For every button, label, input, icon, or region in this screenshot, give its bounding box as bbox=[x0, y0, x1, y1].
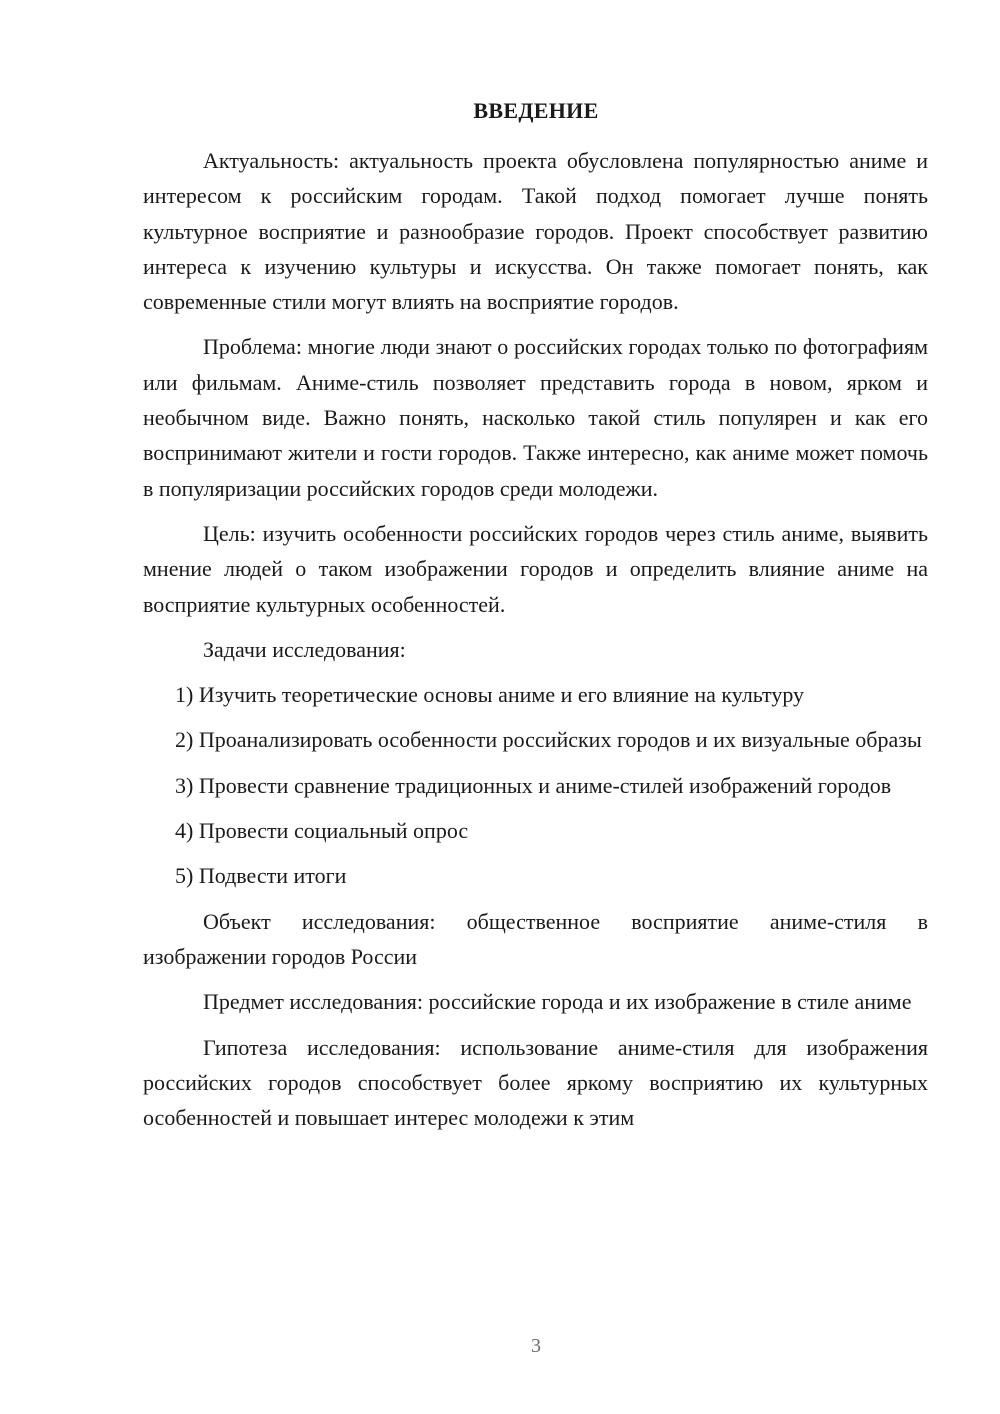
page-title: ВВЕДЕНИЕ bbox=[473, 98, 599, 123]
paragraph-object: Объект исследования: общественное восприятие аниме-стиля в изображении городов России bbox=[143, 908, 928, 969]
paragraph-goal: Цель: изучить особенности российских городов через стиль аниме, выявить мнение людей о таком изображении городов и определить влияние аниме на восприятие культурных особенностей. bbox=[143, 520, 928, 617]
task-item-5: 5) Подвести итоги bbox=[175, 863, 347, 889]
paragraph-hypothesis: Гипотеза исследования: использование аниме-стиля для изображения российских городов способствует более яркому восприятию их культурных особенностей и повышает интерес молодежи к этим bbox=[143, 1034, 928, 1131]
paragraph-subject: Предмет исследования: российские города и их изображение в стиле аниме bbox=[203, 989, 912, 1015]
paragraph-problem: Проблема: многие люди знают о российских городах только по фотографиям или фильмам. Аниме-стиль позволяет представить города в новом, ярком и необычном виде. Важно понять, насколько такой стиль популярен и как его воспринимают жители и гости городов. Также интересно, как аниме может помочь в популяризации российских городов среди молодежи. bbox=[143, 334, 928, 501]
paragraph-tasks-heading: Задачи исследования: bbox=[203, 636, 406, 662]
task-item-2: 2) Проанализировать особенности российских городов и их визуальные образы bbox=[175, 727, 922, 753]
task-item-1: 1) Изучить теоретические основы аниме и его влияние на культуру bbox=[175, 682, 805, 708]
paragraph-relevance: Актуальность: актуальность проекта обусловлена популярностью аниме и интересом к российским городам. Такой подход помогает лучше понять культурное восприятие и разнообразие городов. Проект способствует развитию интереса к изучению культуры и искусства. Он также помогает понять, как современные стили могут влиять на восприятие городов. bbox=[143, 148, 928, 315]
task-item-3: 3) Провести сравнение традиционных и аниме-стилей изображений городов bbox=[175, 772, 892, 798]
task-item-4: 4) Провести социальный опрос bbox=[175, 818, 469, 844]
page-number: 3 bbox=[531, 1335, 541, 1357]
document-body bbox=[143, 143, 928, 1135]
